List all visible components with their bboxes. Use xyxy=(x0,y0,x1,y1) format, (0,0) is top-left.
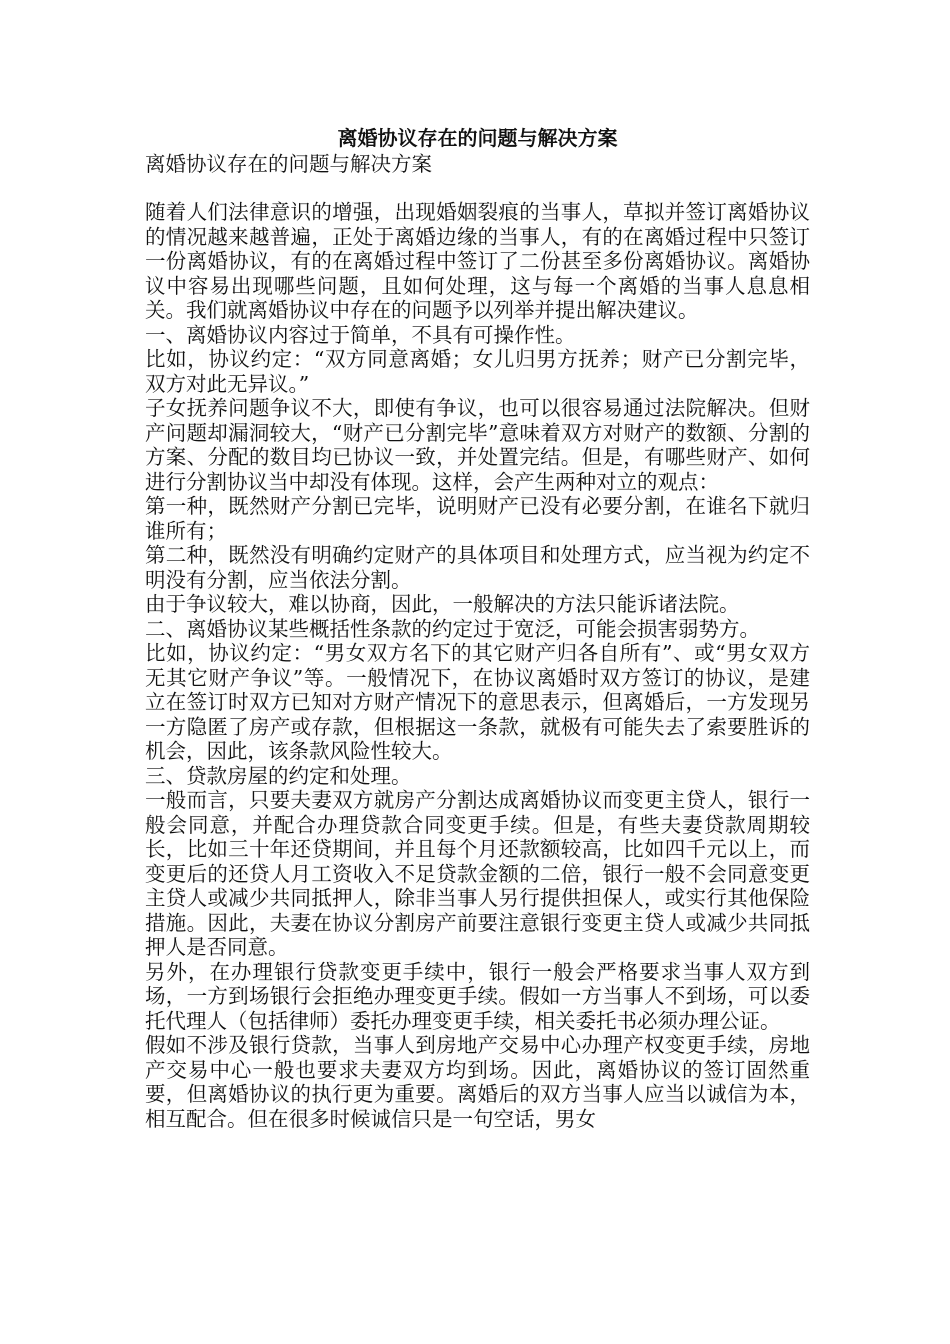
paragraph-example-1: 比如，协议约定：“双方同意离婚；女儿归男方抚养；财产已分割完毕，双方对此无异议。” xyxy=(145,347,810,396)
paragraph-view-1: 第一种，既然财产分割已完毕，说明财产已没有必要分割，在谁名下就归谁所有； xyxy=(145,494,810,543)
document-body xyxy=(145,200,810,1131)
heading-section-3: 三、贷款房屋的约定和处理。 xyxy=(145,763,412,788)
paragraph-example-2: 比如，协议约定：“男女双方名下的其它财产归各自所有”、或“男女双方无其它财产争议”等。一般情况下，在协议离婚时双方签订的协议，是建立在签订时双方已知对方财产情况下的意思表示，但离婚后，一方发现另一方隐匿了房产或存款，但根据这一条款，就极有可能失去了索要胜诉的机会，因此，该条款风险性较大。 xyxy=(145,641,810,763)
paragraph-loan-2: 另外，在办理银行贷款变更手续中，银行一般会严格要求当事人双方到场，一方到场银行会拒绝办理变更手续。假如一方当事人不到场，可以委托代理人（包括律师）委托办理变更手续，相关委托书必须办理公证。 xyxy=(145,959,810,1033)
paragraph-loan-3: 假如不涉及银行贷款，当事人到房地产交易中心办理产权变更手续，房地产交易中心一般也要求夫妻双方均到场。因此，离婚协议的签订固然重要，但离婚协议的执行更为重要。离婚后的双方当事人应当以诚信为本，相互配合。但在很多时候诚信只是一句空话，男女 xyxy=(145,1033,810,1131)
heading-section-2: 二、离婚协议某些概括性条款的约定过于宽泛，可能会损害弱势方。 xyxy=(145,616,760,641)
heading-section-1: 一、离婚协议内容过于简单，不具有可操作性。 xyxy=(145,322,576,347)
document-title: 离婚协议存在的问题与解决方案 xyxy=(337,126,618,150)
paragraph-loan-1: 一般而言，只要夫妻双方就房产分割达成离婚协议而变更主贷人，银行一般会同意，并配合办理贷款合同变更手续。但是，有些夫妻贷款周期较长，比如三十年还贷期间，并且每个月还款额较高，比如四千元以上，而变更后的还贷人月工资收入不足贷款金额的二倍，银行一般不会同意变更主贷人或减少共同抵押人，除非当事人另行提供担保人，或实行其他保险措施。因此，夫妻在协议分割房产前要注意银行变更主贷人或减少共同抵押人是否同意。 xyxy=(145,788,810,959)
paragraph-analysis-1: 子女抚养问题争议不大，即使有争议，也可以很容易通过法院解决。但财产问题却漏洞较大，“财产已分割完毕”意味着双方对财产的数额、分割的方案、分配的数目均已协议一致，并处置完结。但是，有哪些财产、如何进行分割协议当中却没有体现。这样，会产生两种对立的观点： xyxy=(145,396,810,494)
paragraph-view-2: 第二种，既然没有明确约定财产的具体项目和处理方式，应当视为约定不明没有分割，应当依法分割。 xyxy=(145,543,810,592)
document-content xyxy=(145,124,810,1131)
paragraph-resolution-1: 由于争议较大，难以协商，因此，一般解决的方法只能诉诸法院。 xyxy=(145,592,740,616)
document-subtitle: 离婚协议存在的问题与解决方案 xyxy=(145,152,432,176)
paragraph-intro: 随着人们法律意识的增强，出现婚姻裂痕的当事人，草拟并签订离婚协议的情况越来越普遍，正处于离婚边缘的当事人，有的在离婚过程中只签订一份离婚协议，有的在离婚过程中签订了二份甚至多份离婚协议。离婚协议中容易出现哪些问题，且如何处理，这与每一个离婚的当事人息息相关。我们就离婚协议中存在的问题予以列举并提出解决建议。 xyxy=(145,200,810,322)
